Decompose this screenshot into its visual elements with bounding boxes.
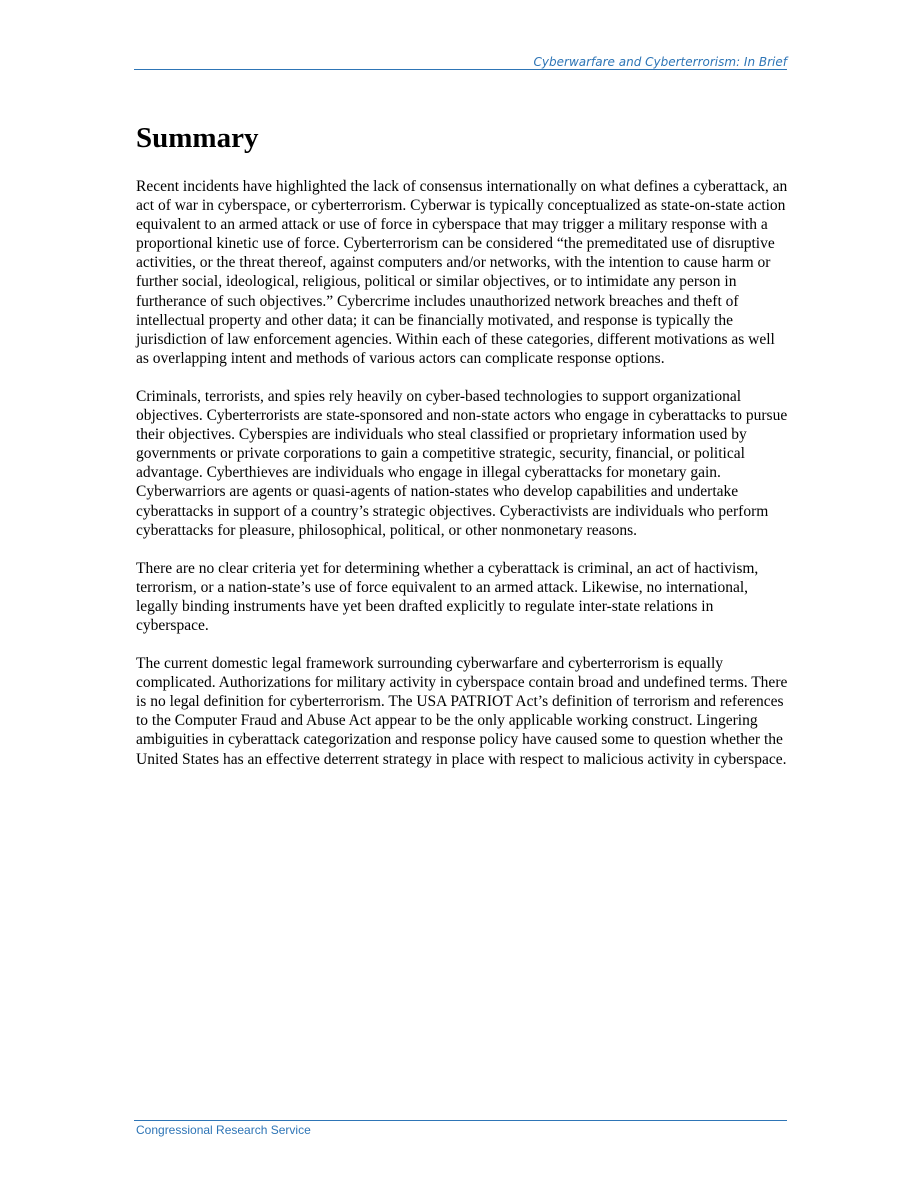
footer-divider — [134, 1120, 787, 1121]
paragraph: Criminals, terrorists, and spies rely heavily on cyber-based technologies to support organizational objectives. Cyberterrorists are state-sponsored and non-state actors who engage in cyberattacks to pursue their objectives. Cyberspies are individuals who steal classified or proprietary information used by governments or private corporations to gain a competitive strategic, security, financial, or political advantage. Cyberthieves are individuals who engage in illegal cyberattacks for monetary gain. Cyberwarriors are agents or quasi-agents of nation-states who develop capabilities and undertake cyberattacks in support of a country’s strategic objectives. Cyberactivists are individuals who perform cyberattacks for pleasure, philosophical, political, or other nonmonetary reasons. — [136, 387, 788, 539]
paragraph: There are no clear criteria yet for determining whether a cyberattack is criminal, an act of hactivism, terrorism, or a nation-state’s use of force equivalent to an armed attack. Likewise, no international, legally binding instruments have yet been drafted explicitly to regulate inter-state relations in cyberspace. — [136, 559, 759, 634]
summary-body — [136, 177, 788, 788]
footer-organization: Congressional Research Service — [136, 1123, 311, 1137]
running-header-title: Cyberwarfare and Cyberterrorism: In Brief — [533, 55, 787, 69]
paragraph: The current domestic legal framework surrounding cyberwarfare and cyberterrorism is equally complicated. Authorizations for military activity in cyberspace contain broad and undefined terms. There is no legal definition for cyberterrorism. The USA PATRIOT Act’s definition of terrorism and references to the Computer Fraud and Abuse Act appear to be the only applicable working construct. Lingering ambiguities in cyberattack categorization and response policy have caused some to question whether the United States has an effective deterrent strategy in place with respect to malicious activity in cyberspace. — [136, 655, 788, 768]
paragraph: Recent incidents have highlighted the lack of consensus internationally on what defines a cyberattack, an act of war in cyberspace, or cyberterrorism. Cyberwar is typically conceptualized as state-on-state action equivalent to an armed attack or use of force in cyberspace that may trigger a military response with a proportional kinetic use of force. Cyberterrorism can be considered “the premeditated use of disruptive activities, or the threat thereof, against computers and/or networks, with the intention to cause harm or further social, ideological, religious, political or similar objectives, or to intimidate any person in furtherance of such objectives.” Cybercrime includes unauthorized network breaches and theft of intellectual property and other data; it can be financially motivated, and response is typically the jurisdiction of law enforcement agencies. Within each of these categories, different motivations as well as overlapping intent and methods of various actors can complicate response options. — [136, 178, 788, 367]
header-divider — [134, 69, 787, 70]
page-title: Summary — [136, 122, 259, 154]
